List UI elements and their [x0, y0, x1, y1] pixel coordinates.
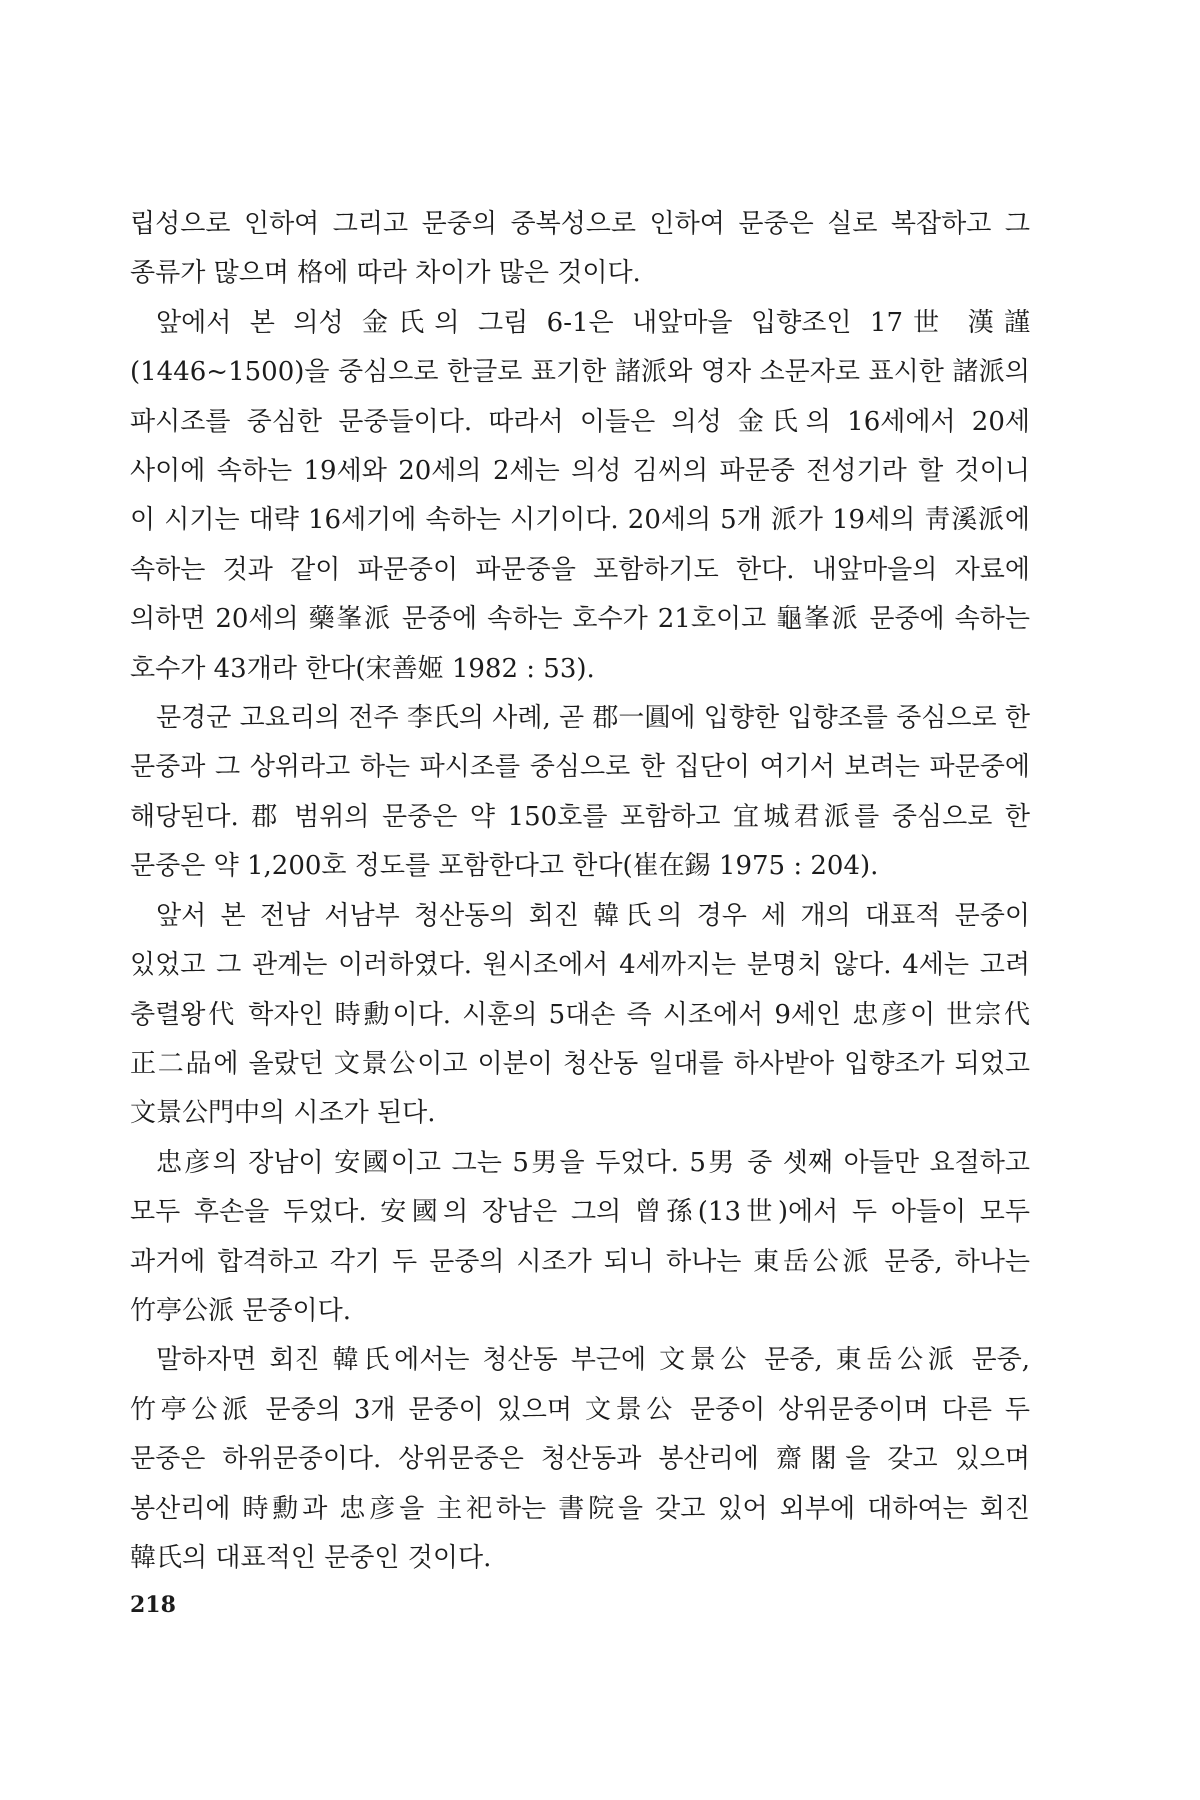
page-number: 218 — [130, 1592, 176, 1618]
body-text — [130, 200, 1030, 1583]
paragraph-6: 말하자면 회진 韓氏에서는 청산동 부근에 文景公 문중, 東岳公派 문중, 竹亭公派 문중의 3개 문중이 있으며 文景公 문중이 상위문중이며 다른 두 문중은 하위문중이다. 상위문중은 청산동과 봉산리에 齋閣을 갖고 있으며 봉산리에 時勳과 忠彦을 主祀하는 書院을 갖고 있어 외부에 대하여는 회진 韓氏의 대표적인 문중인 것이다. — [130, 1345, 1030, 1573]
paragraph-2: 앞에서 본 의성 金氏의 그림 6-1은 내앞마을 입향조인 17世 漢謹(1446~1500)을 중심으로 한글로 표기한 諸派와 영자 소문자로 표시한 諸派의 파시조를 중심한 문중들이다. 따라서 이들은 의성 金氏의 16세에서 20세 사이에 속하는 19세와 20세의 2세는 의성 김씨의 파문중 전성기라 할 것이니 이 시기는 대략 16세기에 속하는 시기이다. 20세의 5개 派가 19세의 靑溪派에 속하는 것과 같이 파문중이 파문중을 포함하기도 한다. 내앞마을의 자료에 의하면 20세의 藥峯派 문중에 속하는 호수가 21호이고 龜峯派 문중에 속하는 호수가 43개라 한다(宋善姬 1982 : 53). — [130, 307, 1030, 684]
paragraph-1: 립성으로 인하여 그리고 문중의 중복성으로 인하여 문중은 실로 복잡하고 그 종류가 많으며 格에 따라 차이가 많은 것이다. — [130, 209, 1030, 289]
paragraph-4: 앞서 본 전남 서남부 청산동의 회진 韓氏의 경우 세 개의 대표적 문중이 있었고 그 관계는 이러하였다. 원시조에서 4세까지는 분명치 않다. 4세는 고려 충렬왕代 학자인 時勳이다. 시훈의 5대손 즉 시조에서 9세인 忠彦이 世宗代 正二品에 올랐던 文景公이고 이분이 청산동 일대를 하사받아 입향조가 되었고 文景公門中의 시조가 된다. — [130, 900, 1030, 1129]
paragraph-5: 忠彦의 장남이 安國이고 그는 5男을 두었다. 5男 중 셋째 아들만 요절하고 모두 후손을 두었다. 安國의 장남은 그의 曾孫(13世)에서 두 아들이 모두 과거에 합격하고 각기 두 문중의 시조가 되니 하나는 東岳公派 문중, 하나는 竹亭公派 문중이다. — [130, 1147, 1030, 1326]
paragraph-3: 문경군 고요리의 전주 李氏의 사례, 곧 郡一圓에 입향한 입향조를 중심으로 한 문중과 그 상위라고 하는 파시조를 중심으로 한 집단이 여기서 보려는 파문중에 해당된다. 郡 범위의 문중은 약 150호를 포함하고 宜城君派를 중심으로 한 문중은 약 1,200호 정도를 포함한다고 한다(崔在錫 1975 : 204). — [130, 703, 1031, 882]
